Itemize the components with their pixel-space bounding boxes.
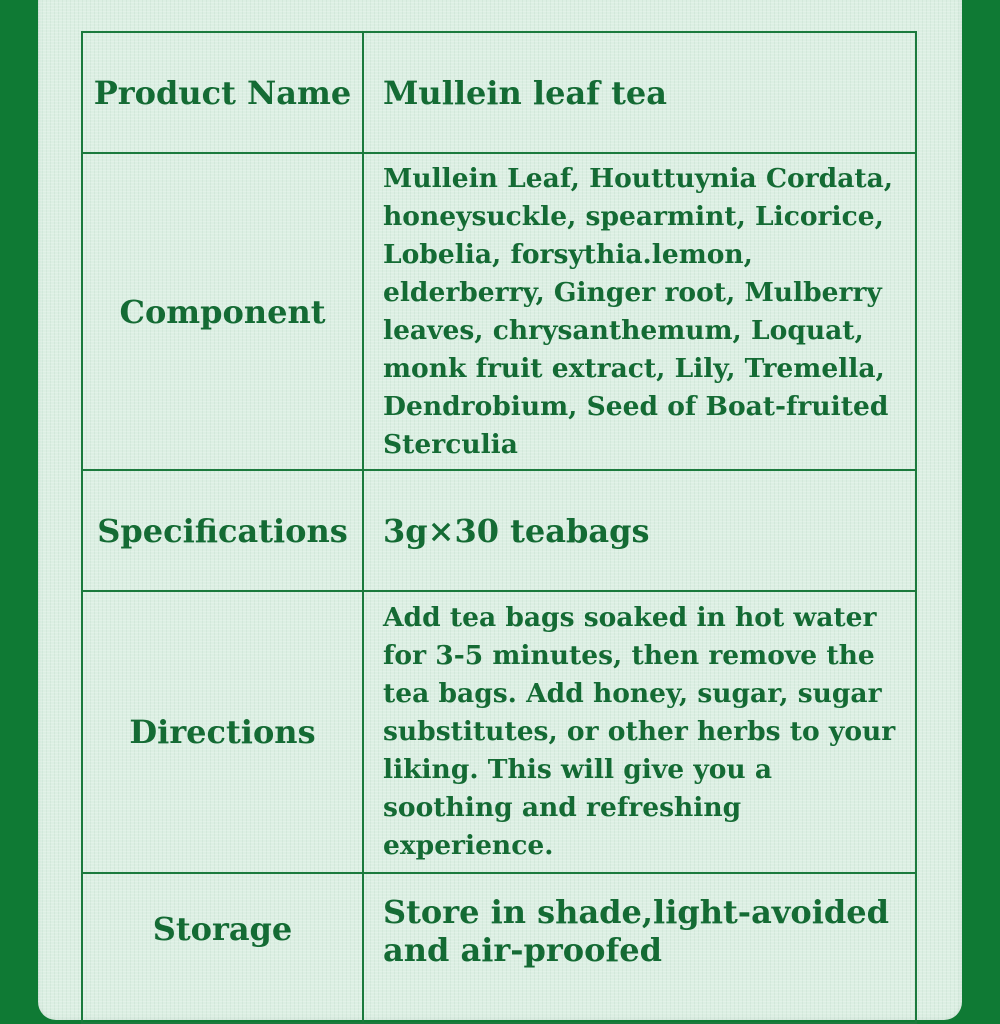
product-name-value: Mullein leaf tea bbox=[363, 32, 916, 153]
table-row-specifications bbox=[82, 470, 916, 591]
component-label: Component bbox=[82, 153, 363, 470]
product-name-label: Product Name bbox=[82, 32, 363, 153]
storage-label: Storage bbox=[82, 873, 363, 1023]
specifications-value: 3g×30 teabags bbox=[363, 470, 916, 591]
product-spec-table bbox=[81, 31, 917, 1024]
table-row-storage bbox=[82, 873, 916, 1023]
table-row-directions bbox=[82, 591, 916, 873]
specifications-label: Specifications bbox=[82, 470, 363, 591]
directions-value: Add tea bags soaked in hot water for 3-5 minutes, then remove the tea bags. Add honey, sugar, sugar substitutes, or other herbs to your liking. This will give you a soothing and refreshing experience. bbox=[363, 591, 916, 873]
storage-value: Store in shade,light-avoided and air-proofed bbox=[363, 873, 916, 1023]
component-value: Mullein Leaf, Houttuynia Cordata, honeysuckle, spearmint, Licorice, Lobelia, forsythia.lemon, elderberry, Ginger root, Mulberry leaves, chrysanthemum, Loquat, monk fruit extract, Lily, Tremella, Dendrobium, Seed of Boat-fruited Sterculia bbox=[363, 153, 916, 470]
directions-label: Directions bbox=[82, 591, 363, 873]
table-row-component bbox=[82, 153, 916, 470]
table-row-product-name bbox=[82, 32, 916, 153]
